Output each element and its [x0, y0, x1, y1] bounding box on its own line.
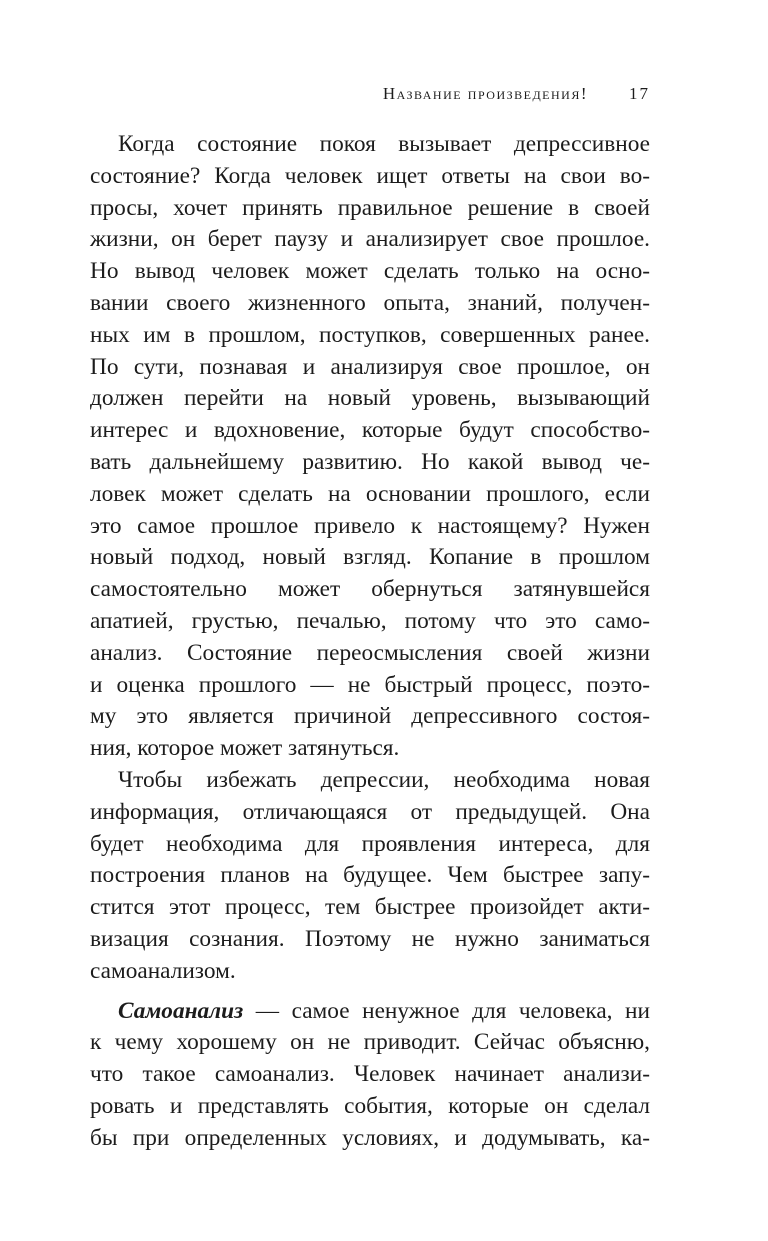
text-line: должен перейти на новый уровень, вызывающий: [90, 385, 650, 412]
text-line: будет необходима для проявления интереса, для: [90, 830, 650, 857]
running-head-title: Название произведения!: [382, 84, 588, 103]
text-line: к чему хорошему он не приводит. Сейчас объясню,: [90, 1029, 650, 1056]
body-text: [90, 129, 650, 1155]
text-line: апатией, грустью, печалью, потому что это само-: [90, 607, 650, 634]
text-line: стится этот процесс, тем быстрее произойдет акти-: [90, 894, 650, 921]
text-line: новый подход, новый взгляд. Копание в прошлом: [90, 544, 650, 571]
page-number: 17: [629, 84, 650, 103]
text-line: ровать и представлять события, которые он сделал: [90, 1092, 650, 1119]
text-line: самоанализом.: [90, 957, 236, 984]
running-head: [90, 84, 650, 110]
text-line: ных им в прошлом, поступков, совершенных ранее.: [90, 321, 650, 348]
text-line: По сути, познавая и анализируя свое прошлое, он: [90, 353, 650, 380]
text-line: [90, 996, 650, 1028]
text-line: визация сознания. Поэтому не нужно заниматься: [90, 925, 650, 952]
text-line: ловек может сделать на основании прошлого, если: [90, 480, 650, 507]
text-line: ния, которое может затянуться.: [90, 735, 400, 762]
text-line: и оценка прошлого — не быстрый процесс, поэто-: [90, 671, 650, 698]
text-line: жизни, он берет паузу и анализирует свое прошлое.: [90, 226, 650, 253]
text-line: вать дальнейшему развитию. Но какой вывод че-: [90, 448, 650, 475]
text-line: Когда состояние покоя вызывает депрессивное: [118, 131, 650, 157]
text-line: вании своего жизненного опыта, знаний, получен-: [90, 289, 650, 316]
text-line: анализ. Состояние переосмысления своей жизни: [90, 639, 650, 666]
paragraph-spacer: [90, 988, 650, 996]
text-line: построения планов на будущее. Чем быстрее запу-: [90, 862, 650, 889]
text-line: Но вывод человек может сделать только на осно-: [90, 258, 650, 285]
text-line: что такое самоанализ. Человек начинает анализи-: [90, 1061, 650, 1088]
text-fragment: — самое ненужное для человека, ни: [243, 997, 650, 1024]
text-line: просы, хочет принять правильное решение в своей: [90, 194, 650, 221]
text-line: состояние? Когда человек ищет ответы на свои во-: [90, 162, 650, 189]
text-line: му это является причиной депрессивного состоя-: [90, 703, 650, 730]
text-line: это самое прошлое привело к настоящему? Нужен: [90, 512, 650, 539]
text-line: самостоятельно может обернуться затянувшейся: [90, 576, 650, 603]
text-line: информация, отличающаяся от предыдущей. Она: [90, 798, 650, 825]
text-line: Чтобы избежать депрессии, необходима новая: [118, 766, 650, 793]
text-line: интерес и вдохновение, которые будут способство-: [90, 417, 650, 444]
text-line: бы при определенных условиях, и додумывать, ка-: [90, 1124, 650, 1151]
defined-term: Самоанализ: [118, 997, 244, 1024]
